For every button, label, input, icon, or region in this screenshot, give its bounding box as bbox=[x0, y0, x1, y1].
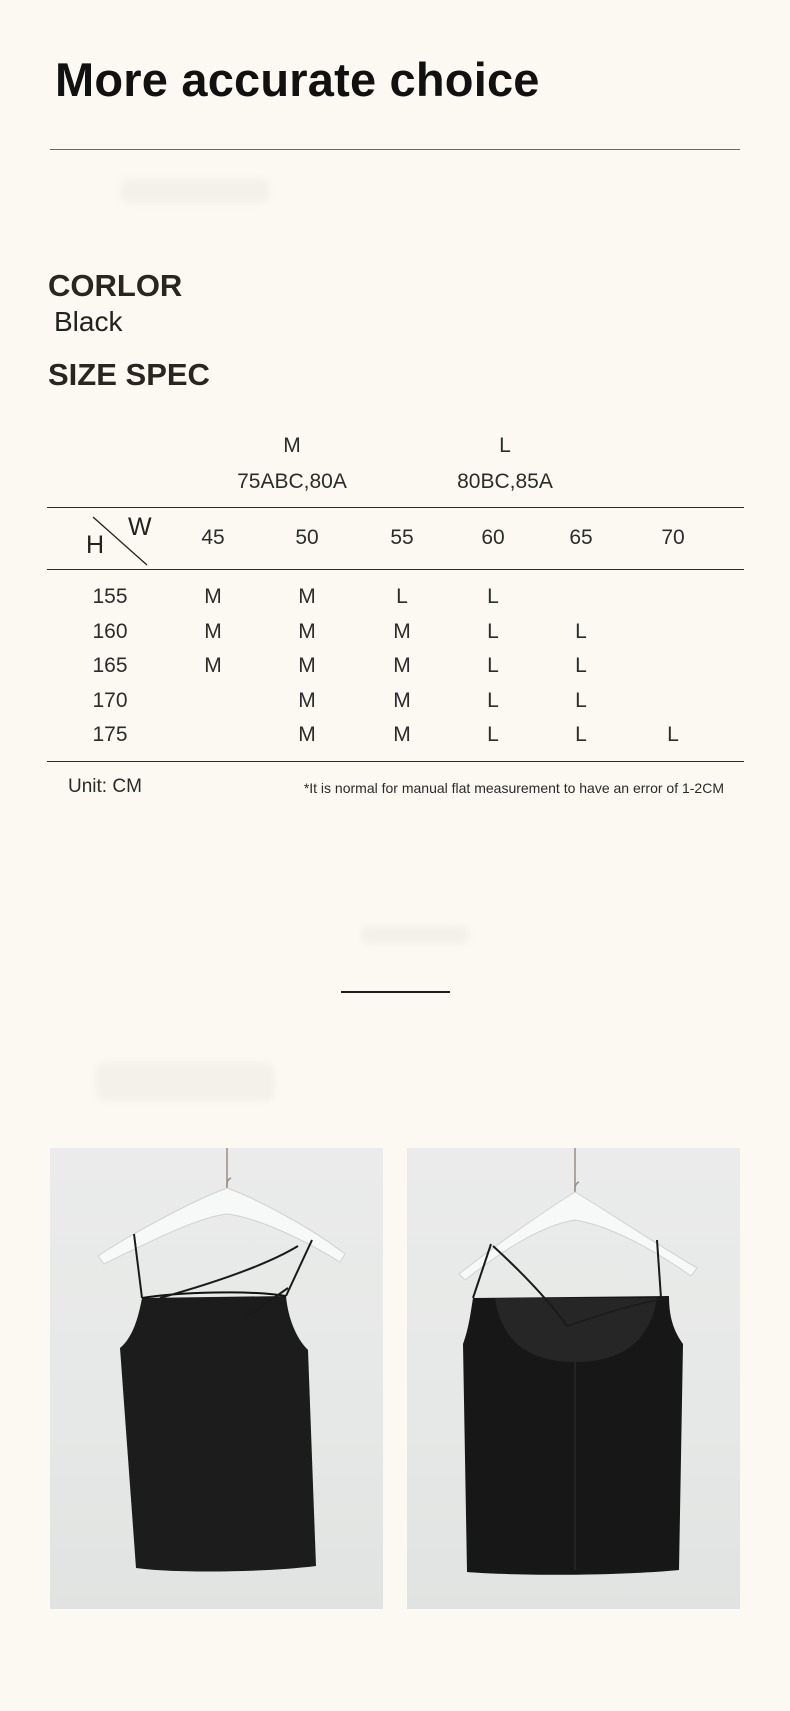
table-cell: L bbox=[487, 620, 499, 643]
faded-decoration bbox=[360, 925, 470, 945]
table-cell: L bbox=[487, 654, 499, 677]
weight-header-45: 45 bbox=[201, 526, 225, 549]
faded-decoration bbox=[120, 178, 270, 204]
table-cell: L bbox=[667, 723, 679, 746]
table-cell: L bbox=[487, 585, 499, 608]
table-cell: M bbox=[204, 654, 222, 677]
table-cell: L bbox=[396, 585, 408, 608]
table-bottom-rule bbox=[47, 761, 744, 762]
row-height-165: 165 bbox=[92, 654, 128, 677]
faded-decoration bbox=[95, 1062, 275, 1102]
title-divider bbox=[50, 149, 740, 150]
table-header-rule bbox=[47, 569, 744, 570]
table-cell: L bbox=[575, 723, 587, 746]
table-cell: M bbox=[298, 689, 316, 712]
camisole-back-image bbox=[407, 1148, 740, 1609]
page-title: More accurate choice bbox=[55, 53, 540, 106]
table-cell: L bbox=[487, 689, 499, 712]
row-height-160: 160 bbox=[92, 620, 128, 643]
size-label-m: M bbox=[283, 434, 301, 457]
table-cell: M bbox=[298, 620, 316, 643]
row-height-155: 155 bbox=[92, 585, 128, 608]
table-cell: M bbox=[298, 723, 316, 746]
table-top-rule bbox=[47, 507, 744, 508]
table-cell: L bbox=[575, 689, 587, 712]
unit-label: Unit: CM bbox=[68, 776, 142, 797]
table-cell: M bbox=[393, 723, 411, 746]
weight-header-60: 60 bbox=[481, 526, 505, 549]
table-cell: L bbox=[487, 723, 499, 746]
table-cell: M bbox=[393, 689, 411, 712]
row-height-175: 175 bbox=[92, 723, 128, 746]
size-cups-l: 80BC,85A bbox=[457, 470, 553, 493]
weight-header-50: 50 bbox=[295, 526, 319, 549]
table-cell: L bbox=[575, 654, 587, 677]
weight-header-55: 55 bbox=[390, 526, 414, 549]
measurement-note: *It is normal for manual flat measurement to have an error of 1-2CM bbox=[303, 780, 724, 796]
row-height-170: 170 bbox=[92, 689, 128, 712]
size-label-l: L bbox=[499, 434, 511, 457]
table-cell: M bbox=[393, 620, 411, 643]
corner-height-label: H bbox=[86, 531, 105, 559]
table-cell: L bbox=[575, 620, 587, 643]
size-spec-title: SIZE SPEC bbox=[48, 357, 210, 392]
table-cell: M bbox=[393, 654, 411, 677]
size-cups-m: 75ABC,80A bbox=[237, 470, 347, 493]
section-divider bbox=[341, 991, 450, 993]
color-title: CORLOR bbox=[48, 268, 183, 303]
weight-header-65: 65 bbox=[569, 526, 593, 549]
camisole-front-image bbox=[50, 1148, 383, 1609]
corner-weight-label: W bbox=[128, 513, 152, 541]
color-value: Black bbox=[54, 306, 123, 337]
table-cell: M bbox=[298, 654, 316, 677]
table-cell: M bbox=[204, 620, 222, 643]
table-cell: M bbox=[298, 585, 316, 608]
table-cell: M bbox=[204, 585, 222, 608]
weight-header-70: 70 bbox=[661, 526, 685, 549]
